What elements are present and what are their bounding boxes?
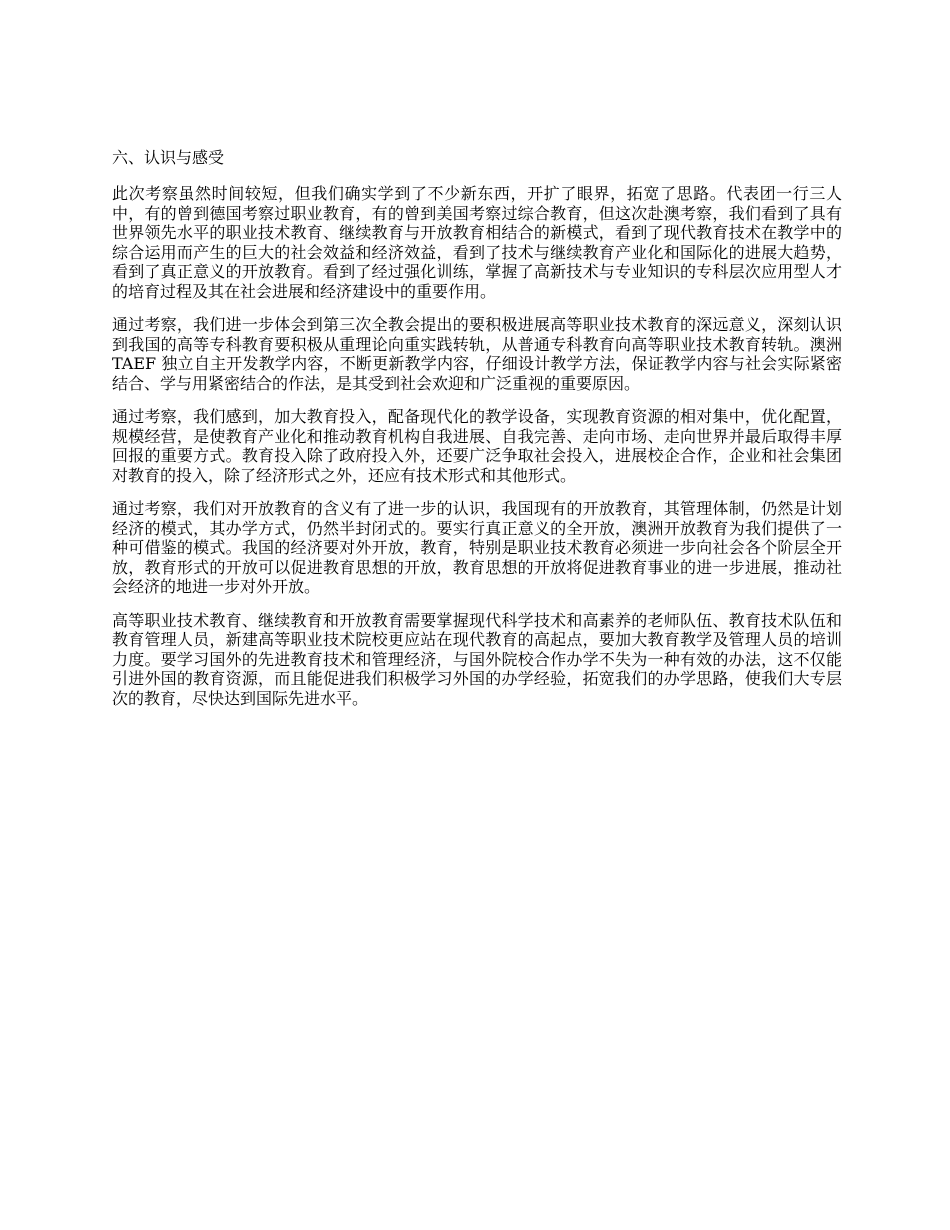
paragraph-4: 通过考察，我们对开放教育的含义有了进一步的认识，我国现有的开放教育，其管理体制，仍然是计划经济的模式，其办学方式，仍然半封闭式的。要实行真正意义的全开放，澳洲开放教育为我们提供了一种可借鉴的模式。我国的经济要对外开放，教育，特别是职业技术教育必须进一步向社会各个阶层全开放，教育形式的开放可以促进教育思想的开放，教育思想的开放将促进教育事业的进一步进展，推动社会经济的地进一步对外开放。 [112,499,842,596]
paragraph-1: 此次考察虽然时间较短，但我们确实学到了不少新东西，开扩了眼界，拓宽了思路。代表团一行三人中，有的曾到德国考察过职业教育，有的曾到美国考察过综合教育，但这次赴澳考察，我们看到了具有世界领先水平的职业技术教育、继续教育与开放教育相结合的新模式，看到了现代教育技术在教学中的综合运用而产生的巨大的社会效益和经济效益，看到了技术与继续教育产业化和国际化的进展大趋势，看到了真正意义的开放教育。看到了经过强化训练，掌握了高新技术与专业知识的专科层次应用型人才的培育过程及其在社会进展和经济建设中的重要作用。 [112,184,842,301]
paragraph-5: 高等职业技术教育、继续教育和开放教育需要掌握现代科学技术和高素养的老师队伍、教育技术队伍和教育管理人员，新建高等职业技术院校更应站在现代教育的高起点，要加大教育教学及管理人员的培训力度。要学习国外的先进教育技术和管理经济，与国外院校合作办学不失为一种有效的办法，这不仅能引进外国的教育资源，而且能促进我们积极学习外国的办学经验，拓宽我们的办学思路，使我们大专层次的教育，尽快达到国际先进水平。 [112,610,842,708]
document-page [112,146,842,722]
paragraph-2: 通过考察，我们进一步体会到第三次全教会提出的要积极进展高等职业技术教育的深远意义，深刻认识到我国的高等专科教育要积极从重理论向重实践转轨，从普通专科教育向高等职业技术教育转轨。澳洲 TAEF 独立自主开发教学内容，不断更新教学内容，仔细设计教学方法，保证教学内容与社会实际紧密结合、学与用紧密结合的作法，是其受到社会欢迎和广泛重视的重要原因。 [112,315,842,393]
section-heading: 六、认识与感受 [112,148,225,167]
paragraph-3: 通过考察，我们感到，加大教育投入，配备现代化的教学设备，实现教育资源的相对集中，优化配置，规模经营，是使教育产业化和推动教育机构自我进展、自我完善、走向市场、走向世界并最后取得丰厚回报的重要方式。教育投入除了政府投入外，还要广泛争取社会投入，进展校企合作，企业和社会集团对教育的投入，除了经济形式之外，还应有技术形式和其他形式。 [112,407,842,485]
